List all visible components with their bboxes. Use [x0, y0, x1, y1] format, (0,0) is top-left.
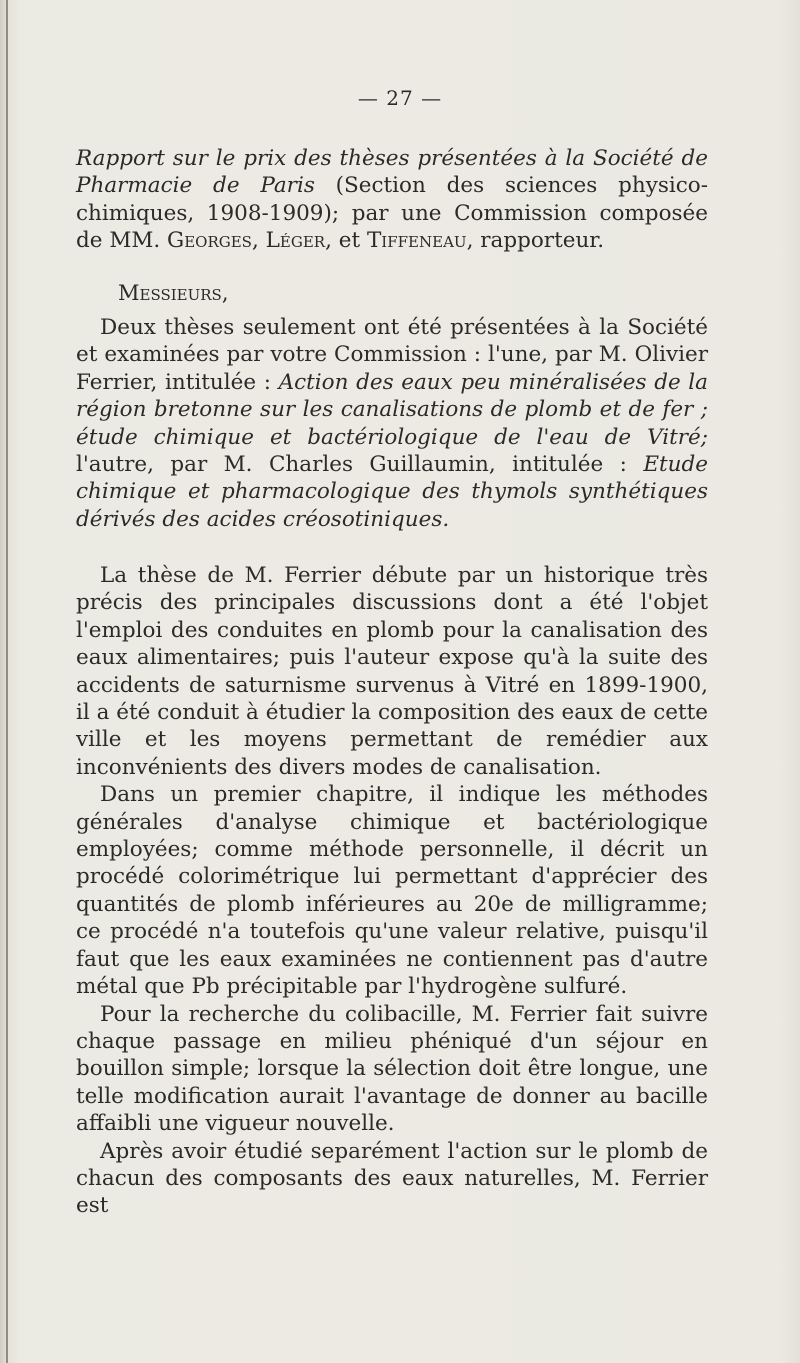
page-number: — 27 — [357, 86, 443, 110]
salutation-block [118, 280, 750, 307]
intro-paragraph [76, 314, 708, 533]
report-heading [76, 145, 708, 255]
thesis-title-guillaumin: Etude chimique et pharmacologique des thymols synthétiques dérivés des acides créosotiniques. [76, 452, 708, 532]
thesis-title-ferrier: Action des eaux peu minéralisées de la région bretonne sur les canalisations de plomb et de fer ; étude chimique et bactériologique de l'eau de Vitré; [76, 369, 709, 450]
heading-separator-1: , [251, 228, 266, 254]
paragraph-ferrier-history: La thèse de M. Ferrier débute par un historique très précis des principales discussions dont a été l'objet l'emploi des conduites en plomb pour la canalisation des eaux alimentaires; puis l'auteur expose qu'à la suite des accidents de saturnisme survenus à Vitré en 1899-1900, il a été conduit à étudier la composition des eaux de cette ville et les moyens permettant de remédier aux inconvénients des divers modes de canalisation. [76, 563, 708, 780]
salutation: Messieurs, [118, 281, 229, 305]
commission-member-2: Léger [265, 228, 326, 254]
report-title: Rapport sur le prix des thèses présentées à la Société de Pharmacie de Paris [76, 146, 708, 199]
intro-text-1: Deux thèses seulement ont été présentées à la Société et examinées par votre Commission : l'une, par M. Olivier Ferrier, intitulée : [76, 315, 708, 395]
heading-text-2: , rapporteur. [466, 228, 605, 254]
heading-separator-2: , et [325, 228, 367, 254]
heading-text-1: (Section des sciences physico-chimiques, 1908-1909); par une Commission composée de MM. [76, 173, 709, 254]
paragraph-colibacille: Pour la recherche du colibacille, M. Ferrier fait suivre chaque passage en milieu phéniqué d'un séjour en bouillon simple; lorsque la sélection doit être longue, une telle modification aurait l'avantage de donner au bacille affaibli une vigueur nouvelle. [76, 1001, 708, 1137]
paragraph-methods: Dans un premier chapitre, il indique les méthodes générales d'analyse chimique et bactériologique employées; comme méthode personnelle, il décrit un procédé colorimétrique lui permettant d'apprécier des quantités de plomb inférieures au 20e de milligramme; ce procédé n'a toutefois qu'une valeur relative, puisqu'il faut que les eaux examinées ne contiennent pas d'autre métal que Pb précipitable par l'hydrogène sulfuré. [76, 782, 708, 1000]
commission-member-1: Georges [167, 228, 252, 254]
paragraph-lead-action: Après avoir étudié separément l'action sur le plomb de chacun des composants des eaux naturelles, M. Ferrier est [76, 1138, 708, 1219]
page-spine-edge [6, 0, 8, 1363]
intro-paragraph-block [76, 314, 708, 533]
commission-member-3: Tiffeneau [366, 228, 467, 254]
body-text [76, 562, 708, 1220]
intro-text-2: l'autre, par M. Charles Guillaumin, intitulée : [76, 452, 644, 478]
